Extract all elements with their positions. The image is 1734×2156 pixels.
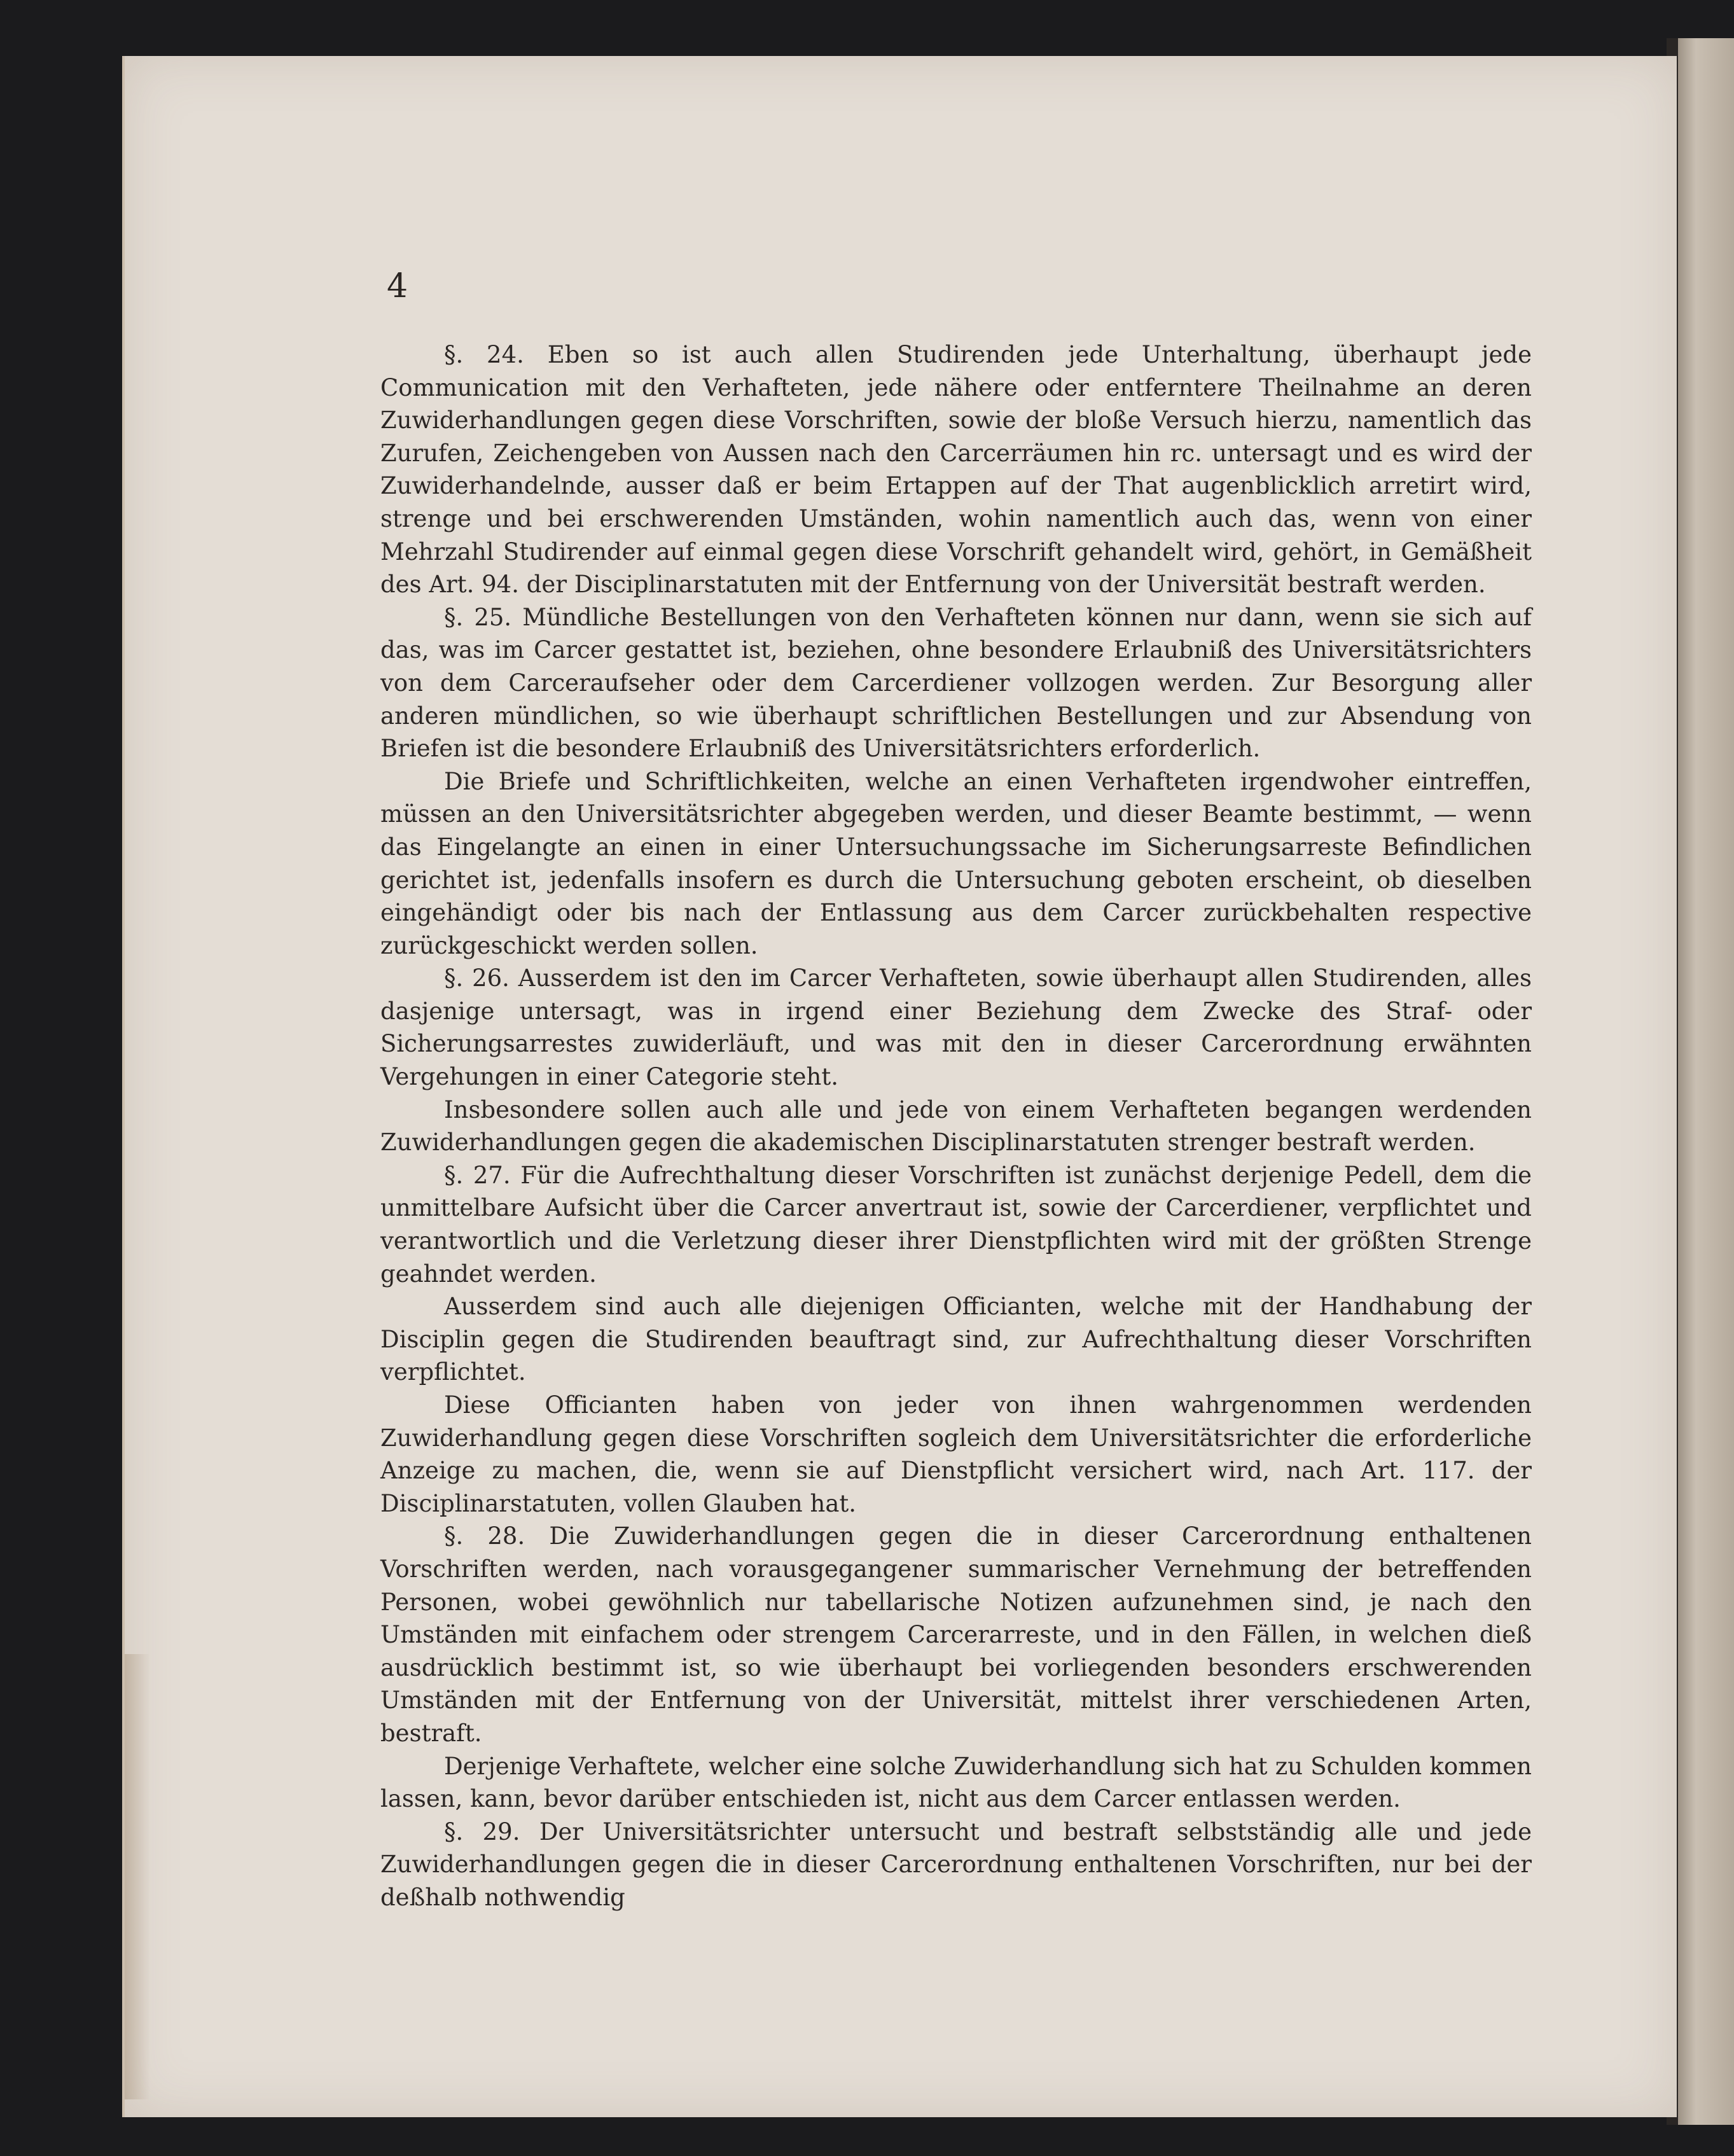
paragraph-section-24: §. 24. Eben so ist auch allen Studirenden jede Unterhaltung, überhaupt jede Communication mit den Verhafteten, jede nähere oder entferntere Theilnahme an deren Zuwiderhandlungen gegen diese Vorschriften, sowie der bloße Versuch hierzu, namentlich das Zurufen, Zeichengeben von Aussen nach den Carcerräumen hin rc. untersagt und es wird der Zuwiderhandelnde, ausser daß er beim Ertappen auf der That augenblicklich arretirt wird, strenge und bei erschwerenden Umständen, wohin namentlich auch das, wenn von einer Mehrzahl Studirender auf einmal gegen diese Vorschrift gehandelt wird, gehört, in Gemäßheit des Art. 94. der Disciplinarstatuten mit der Entfernung von der Universität bestraft werden. xyxy=(380,341,1532,599)
paragraph-section-25: §. 25. Mündliche Bestellungen von den Verhafteten können nur dann, wenn sie sich auf das, was im Carcer gestattet ist, beziehen, ohne besondere Erlaubniß des Universitätsrichters von dem Carceraufseher oder dem Carcerdiener vollzogen werden. Zur Besorgung aller anderen mündlichen, so wie überhaupt schriftlichen Bestellungen und zur Absendung von Briefen ist die besondere Erlaubniß des Universitätsrichters erforderlich. xyxy=(380,603,1532,763)
body-text xyxy=(380,338,1532,1914)
adjacent-page-edge xyxy=(1670,38,1734,2125)
paragraph-section-26: §. 26. Ausserdem ist den im Carcer Verhafteten, sowie überhaupt allen Studirenden, alles dasjenige untersagt, was in irgend einer Beziehung dem Zwecke des Straf- oder Sicherungsarrestes zuwiderläuft, und was mit den in dieser Carcerordnung erwähnten Vergehungen in einer Categorie steht. xyxy=(380,964,1532,1091)
paragraph-letters: Die Briefe und Schriftlichkeiten, welche an einen Verhafteten irgendwoher eintreffen, müssen an den Universitätsrichter abgegeben werden, und dieser Beamte bestimmt, — wenn das Eingelangte an einen in einer Untersuchungssache im Sicherungsarreste Befindlichen gerichtet ist, jedenfalls insofern es durch die Untersuchung geboten erscheint, ob dieselben eingehändigt oder bis nach der Entlassung aus dem Carcer zurückbehalten respective zurückgeschickt werden sollen. xyxy=(380,767,1532,959)
paragraph-section-29: §. 29. Der Universitätsrichter untersucht und bestraft selbstständig alle und jede Zuwiderhandlungen gegen die in dieser Carcerordnung enthaltenen Vorschriften, nur bei der deßhalb nothwendig xyxy=(380,1818,1532,1911)
paragraph-section-28: §. 28. Die Zuwiderhandlungen gegen die in dieser Carcerordnung enthaltenen Vorschriften werden, nach vorausgegangener summarischer Vernehmung der betreffenden Personen, wobei gewöhnlich nur tabellarische Notizen aufzunehmen sind, je nach den Umständen mit einfachem oder strengem Carcerarreste, und in den Fällen, in welchen dieß ausdrücklich bestimmt ist, so wie überhaupt bei vorliegenden besonders erschwerenden Umständen mit der Entfernung von der Universität, mittelst ihrer verschiedenen Arten, bestraft. xyxy=(380,1522,1532,1747)
paragraph-insbesondere: Insbesondere sollen auch alle und jede von einem Verhafteten begangen werdenden Zuwiderhandlungen gegen die akademischen Disciplinarstatuten strenger bestraft werden. xyxy=(380,1095,1532,1157)
paragraph-anzeige: Diese Officianten haben von jeder von ihnen wahrgenommen werdenden Zuwiderhandlung gegen diese Vorschriften sogleich dem Universitätsrichter die erforderliche Anzeige zu machen, die, wenn sie auf Dienstpflicht versichert wird, nach Art. 117. der Disciplinarstatuten, vollen Glauben hat. xyxy=(380,1391,1532,1517)
paragraph-officianten: Ausserdem sind auch alle diejenigen Officianten, welche mit der Handhabung der Disciplin gegen die Studirenden beauftragt sind, zur Aufrechthaltung dieser Vorschriften verpflichtet. xyxy=(380,1293,1532,1386)
page-edge-stain xyxy=(125,1654,150,2099)
paragraph-verhaftete: Derjenige Verhaftete, welcher eine solche Zuwiderhandlung sich hat zu Schulden kommen lassen, kann, bevor darüber entschieden ist, nicht aus dem Carcer entlassen werden. xyxy=(380,1752,1532,1813)
paragraph-section-27: §. 27. Für die Aufrechthaltung dieser Vorschriften ist zunächst derjenige Pedell, dem die unmittelbare Aufsicht über die Carcer anvertraut ist, sowie der Carcerdiener, verpflichtet und verantwortlich und die Verletzung dieser ihrer Dienstpflichten wird mit der größten Strenge geahndet werden. xyxy=(380,1161,1532,1288)
page-number: 4 xyxy=(387,267,408,305)
